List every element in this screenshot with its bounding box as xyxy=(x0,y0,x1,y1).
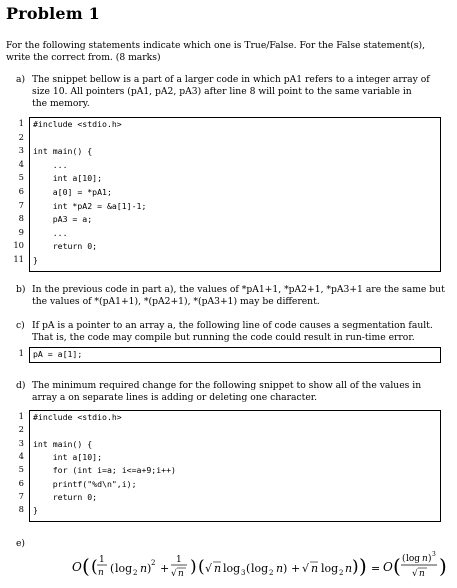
code-line: #include <stdio.h> xyxy=(33,119,122,129)
log-3-arg: n xyxy=(276,562,284,575)
intro-line-2: write the correct from. (8 marks) xyxy=(6,52,161,63)
sqrt-1: √ xyxy=(205,562,213,575)
part-a-line-1: The snippet bellow is a part of a larger code in which pA1 refers to a integer array of xyxy=(32,74,430,85)
part-b-line-1: In the previous code in part a), the values of *pA1+1, *pA2+1, *pA3+1 are the same but xyxy=(32,284,445,295)
log-4-arg: n xyxy=(345,562,353,575)
paren-open-6: ( xyxy=(393,554,401,578)
paren-close-4: ) xyxy=(352,557,359,577)
code-block-a xyxy=(29,117,441,272)
code-line: pA = a[1]; xyxy=(33,349,83,359)
part-e-formula xyxy=(0,546,457,588)
log-4-sub: 2 xyxy=(339,569,344,577)
line-number: 4 xyxy=(18,450,24,461)
code-line: } xyxy=(33,255,38,265)
log-1-sub: 2 xyxy=(133,569,138,577)
frac2-num: 1 xyxy=(176,555,182,565)
code-line: int main() { xyxy=(33,146,93,157)
line-number: 2 xyxy=(18,424,24,435)
paren-close: ) xyxy=(359,554,367,578)
line-number: 3 xyxy=(18,145,24,156)
part-b-label: b) xyxy=(16,284,26,295)
line-number: 6 xyxy=(18,186,24,196)
code-line: pA3 = a; xyxy=(33,214,93,225)
part-d-line-1: The minimum required change for the following snippet to show all of the values in xyxy=(32,380,422,391)
log-3: log xyxy=(251,562,269,575)
code-line: return 0; xyxy=(33,491,98,502)
frac2-den: n xyxy=(178,569,184,579)
frac2-sqrt: √ xyxy=(171,569,177,579)
paren-open-4: ( xyxy=(198,557,205,577)
code-line: for (int i=a; i<=a+9;i++) xyxy=(33,465,176,476)
part-a-line-2: size 10. All pointers (pA1, pA2, pA3) after line 8 will point to the same variable in xyxy=(32,86,412,97)
line-number: 11 xyxy=(13,254,24,264)
paren-close-3: ) xyxy=(147,562,152,575)
code-line: ... xyxy=(33,227,68,238)
code-line: int a[10]; xyxy=(33,451,103,462)
frac1-num: 1 xyxy=(99,555,105,565)
line-number: 4 xyxy=(18,158,24,169)
code-line: ... xyxy=(33,159,68,170)
part-d-label: d) xyxy=(16,380,26,391)
part-c-line-1: If pA is a pointer to an array a, the following line of code causes a segmentation fault. xyxy=(32,320,433,331)
sqrt-2-arg: n xyxy=(311,562,319,575)
code-block-d xyxy=(29,410,441,522)
part-a-label: a) xyxy=(16,74,26,85)
plus-2: + xyxy=(291,562,301,575)
code-line: #include <stdio.h> xyxy=(33,412,122,422)
paren-close-6: ) xyxy=(439,554,447,578)
code-line: a[0] = *pA1; xyxy=(33,187,112,197)
part-c-label: c) xyxy=(16,320,25,331)
frac3-num-n: n xyxy=(422,554,428,564)
equals-sign: = xyxy=(371,562,381,575)
plus-1: + xyxy=(160,562,170,575)
frac1-den: n xyxy=(98,568,104,578)
code-line: printf("%d\n",i); xyxy=(33,478,137,489)
line-number: 1 xyxy=(18,348,24,358)
code-line: int main() { xyxy=(33,438,93,449)
line-number: 1 xyxy=(18,411,24,421)
part-e-label: e) xyxy=(16,538,26,549)
paren-open-5: ( xyxy=(246,562,251,575)
intro-line-1: For the following statements indicate which one is True/False. For the False statement(s), xyxy=(6,40,426,51)
sqrt-2: √ xyxy=(302,562,310,575)
log-3-sub: 2 xyxy=(269,569,274,577)
line-number: 8 xyxy=(18,213,24,224)
code-line: int a[10]; xyxy=(33,173,103,184)
code-line: } xyxy=(33,505,38,516)
line-number: 7 xyxy=(18,490,24,501)
line-number: 10 xyxy=(13,240,24,251)
log-1: log xyxy=(115,562,133,575)
line-number: 2 xyxy=(18,131,24,142)
paren-open-3: ( xyxy=(110,562,115,575)
big-o-left: O xyxy=(72,560,82,574)
paren-close-2: ) xyxy=(190,557,197,577)
frac3-den: n xyxy=(419,569,425,579)
paren-open: ( xyxy=(82,554,90,578)
frac3-num-paren-open: ( xyxy=(402,554,406,564)
log-2-sub: 3 xyxy=(241,569,246,577)
code-line: return 0; xyxy=(33,241,98,252)
code-block-c xyxy=(29,347,441,363)
part-d-line-2: array a on separate lines is adding or deleting one character. xyxy=(32,392,318,403)
paren-open-2: ( xyxy=(91,557,98,577)
line-number: 6 xyxy=(18,477,24,488)
exp-3: 3 xyxy=(432,551,436,558)
paren-close-5: ) xyxy=(283,562,288,575)
log-1-arg: n xyxy=(140,562,148,575)
line-number: 1 xyxy=(18,118,24,128)
line-number: 7 xyxy=(18,199,24,210)
part-c-line-2: That is, the code may compile but running the code could result in run-time error. xyxy=(32,332,415,343)
line-number: 8 xyxy=(18,504,24,515)
line-number: 3 xyxy=(18,437,24,448)
frac3-num-log: log xyxy=(406,554,421,564)
big-o-right: O xyxy=(383,560,393,574)
frac3-num-paren-close: ) xyxy=(428,554,432,564)
line-number: 9 xyxy=(18,226,24,237)
line-number: 5 xyxy=(18,464,24,475)
code-line: int *pA2 = &a[1]-1; xyxy=(33,200,147,211)
line-number: 5 xyxy=(18,172,24,183)
problem-title: Problem 1 xyxy=(6,4,101,23)
part-b-line-2: the values of *(pA1+1), *(pA2+1), *(pA3+1) may be different. xyxy=(32,296,320,307)
log-4: log xyxy=(321,562,339,575)
part-a-line-3: the memory. xyxy=(32,98,90,109)
exp-2: 2 xyxy=(151,559,156,567)
log-2: log xyxy=(223,562,241,575)
frac3-sqrt: √ xyxy=(412,569,418,579)
sqrt-1-arg: n xyxy=(214,562,222,575)
